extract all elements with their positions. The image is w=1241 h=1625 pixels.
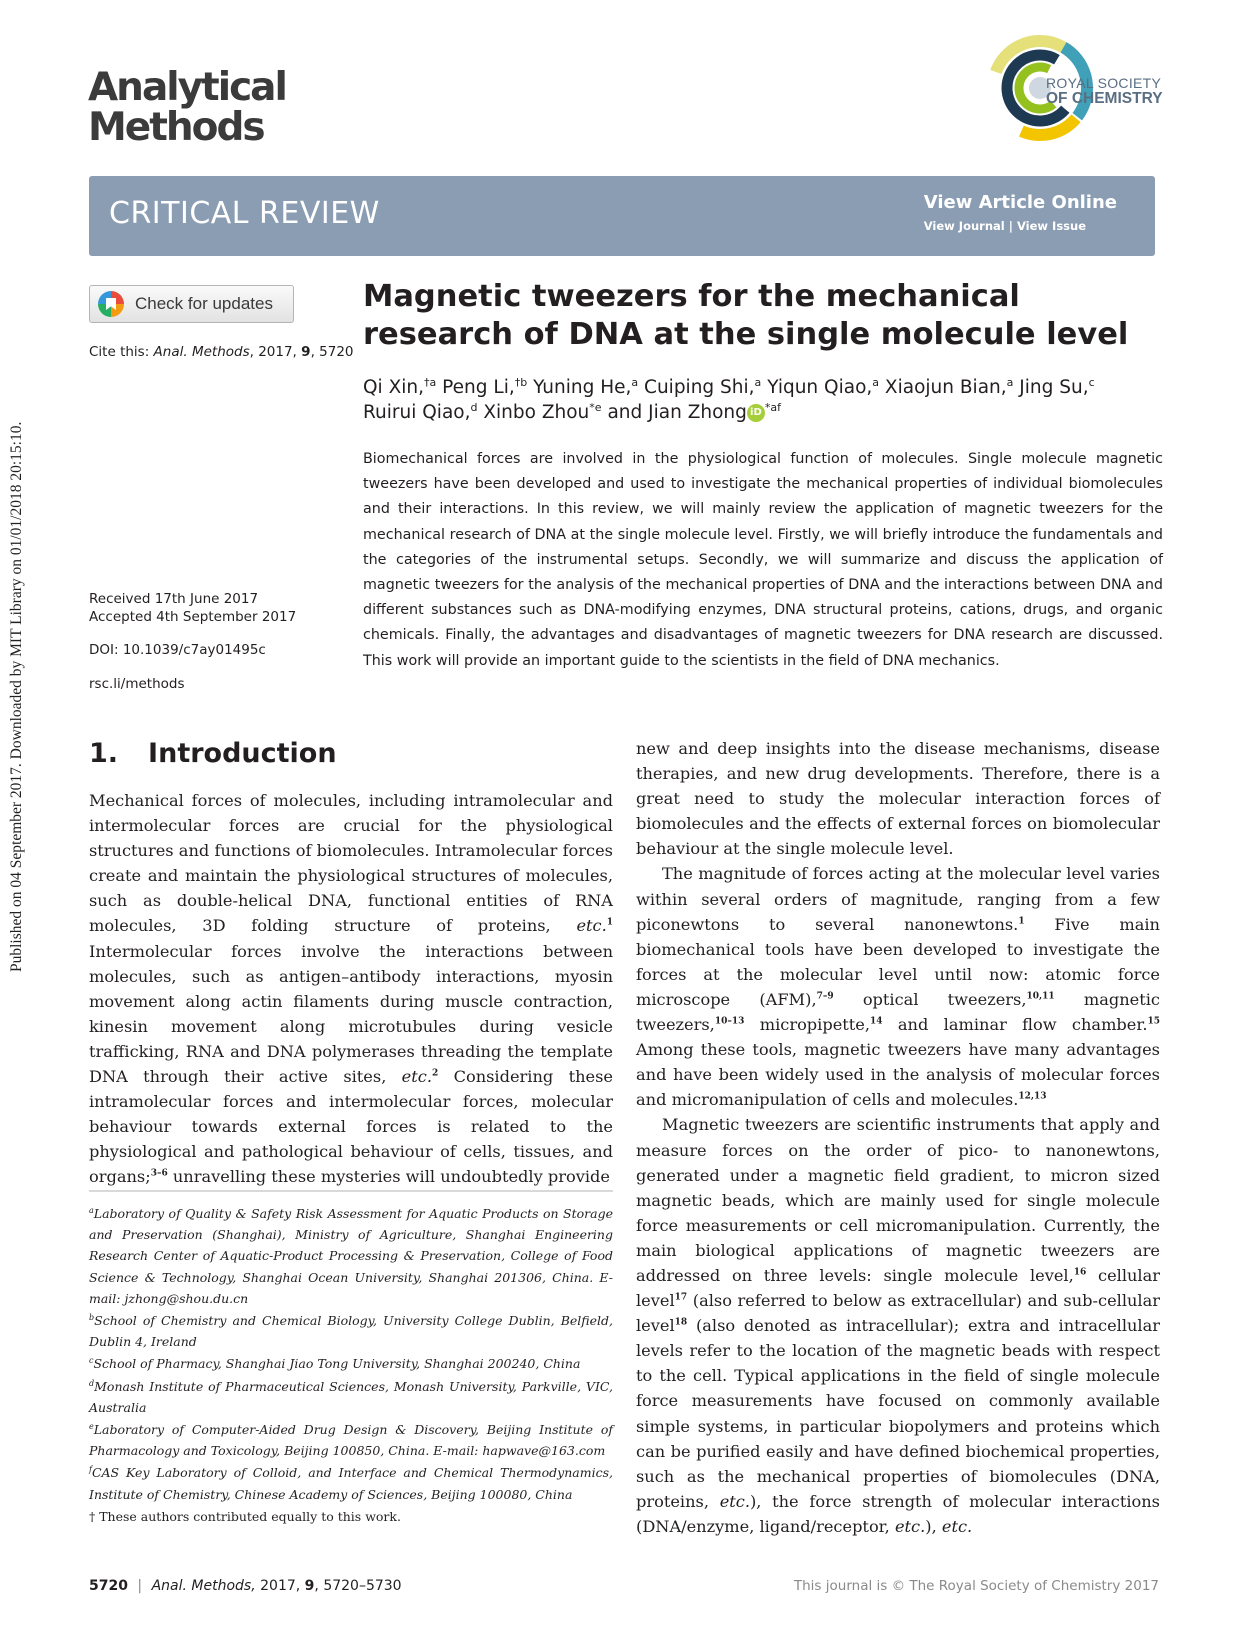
citation-ref[interactable]: 10–13: [714, 1016, 745, 1027]
affiliation: $^d$Monash Institute of Pharmaceutical Sciences, Monash University, Parkville, VIC, Australia: [89, 1378, 613, 1415]
footer-year: 2017,: [260, 1578, 301, 1594]
citation: Cite this: Anal. Methods, 2017, 9, 5720: [89, 344, 354, 360]
rsc-wordmark: [1046, 76, 1163, 106]
author[interactable]: Yiqun Qiao,$^a$: [767, 375, 880, 398]
author[interactable]: Jing Su,$^c$: [1019, 375, 1095, 398]
author-list: [363, 375, 1163, 425]
citation-ref[interactable]: 1: [1018, 916, 1025, 927]
author[interactable]: Xinbo Zhou$^{*e}$: [483, 400, 602, 423]
citation-ref[interactable]: 16: [1073, 1267, 1087, 1278]
accepted-date: Accepted 4th September 2017: [89, 609, 297, 625]
author[interactable]: Peng Li,$^{\dagger b}$: [442, 375, 528, 398]
journal-name-line2: Methods: [88, 105, 264, 150]
view-issue-link[interactable]: View Issue: [1016, 219, 1086, 233]
equal-contribution-note: † These authors contributed equally to this work.: [89, 1508, 401, 1524]
citation-ref[interactable]: 2: [431, 1068, 439, 1079]
paragraph: Magnetic tweezers are scientific instruments that apply and measure forces on the order of pico- to nanonewtons, generated under a magnetic field gradient, to micron sized magnetic beads, which are mainly used for single molecule force measurements or cell micromanipulation. Currently, the main biological applications of magnetic tweezers are addressed on three levels: single molecule level,$^{16}$ cellular level$^{17}$ (also referred to below as extracellular) and sub-cellular level$^{18}$ (also denoted as intracellular); extra and intracellular levels refer to the location of the magnetic beads with respect to the cell. Typical applications in the field of single molecule force measurements have focused on commonly available simple systems, in particular biopolymers and proteins which can be purified easily and have defined biochemical properties, such as the mechanical properties of biomolecules (DNA, proteins, etc.), the force strength of molecular interactions (DNA/enzyme, ligand/receptor, etc.), etc.: [636, 1115, 1160, 1536]
citation-ref[interactable]: 17: [674, 1292, 688, 1303]
footer-pages: , 5720–5730: [314, 1578, 402, 1594]
author-affiliation-mark: *af: [764, 400, 782, 414]
orcid-icon[interactable]: iD: [747, 404, 765, 422]
cite-journal: Anal. Methods: [153, 344, 250, 360]
crossmark-icon: [98, 291, 124, 317]
article-title: Magnetic tweezers for the mechanical research of DNA at the single molecule level: [363, 279, 1129, 352]
affiliation: $^a$Laboratory of Quality & Safety Risk Assessment for Aquatic Products on Storage and Preservation (Shanghai), Ministry of Agriculture, Shanghai Engineering Research Center of Aquatic-Product Processing & Preservation, College of Food Science & Technology, Shanghai Ocean University, Shanghai 201306, China. E-mail: jzhong@shou.du.cn: [89, 1205, 613, 1306]
footer-journal: Anal. Methods,: [151, 1578, 256, 1594]
received-date: Received 17th June 2017: [89, 591, 259, 607]
affiliation: $^e$Laboratory of Computer-Aided Drug Design & Discovery, Beijing Institute of Pharmacology and Toxicology, Beijing 100850, China. E-mail: hapwave@163.com: [89, 1421, 613, 1459]
footer-separator: |: [137, 1578, 143, 1594]
citation-ref[interactable]: 10,11: [1026, 991, 1055, 1002]
view-journal-link[interactable]: View Journal: [923, 219, 1005, 233]
rsc-line2: OF CHEMISTRY: [1046, 90, 1163, 107]
section-heading: [89, 738, 337, 769]
article-dates: [89, 590, 296, 626]
author[interactable]: Xiaojun Bian,$^a$: [884, 375, 1014, 398]
footer-volume: 9: [304, 1578, 315, 1594]
section-title: Introduction: [148, 738, 337, 769]
section-number: 1.: [89, 738, 119, 769]
abstract: Biomechanical forces are involved in the physiological function of molecules. Single molecule magnetic tweezers have been developed and used to investigate the mechanical properties of individual biomolecules and their interactions. In this review, we will mainly review the application of magnetic tweezers for the mechanical research of DNA at the single molecule level. Firstly, we will briefly introduce the fundamentals and the categories of the instrumental setups. Secondly, we will summarize and discuss the application of magnetic tweezers for the analysis of the mechanical properties of DNA and the interactions between DNA and different substances such as DNA-modifying enzymes, DNA structural proteins, cations, drugs, and organic chemicals. Finally, the advantages and disadvantages of magnetic tweezers for DNA research are discussed. This work will provide an important guide to the scientists in the field of DNA mechanics.: [363, 451, 1163, 669]
affiliation: $^b$School of Chemistry and Chemical Biology, University College Dublin, Belfield, Dublin 4, Ireland: [89, 1312, 613, 1350]
article-type-label: CRITICAL REVIEW: [109, 196, 380, 231]
view-article-online-link[interactable]: View Article Online: [923, 192, 1117, 213]
author[interactable]: Cuiping Shi,$^a$: [644, 375, 762, 398]
cite-page: 5720: [319, 344, 354, 360]
doi[interactable]: DOI: 10.1039/c7ay01495c: [89, 642, 266, 658]
affiliation: $^f$CAS Key Laboratory of Colloid, and Interface and Chemical Thermodynamics, Institute of Chemistry, Chinese Academy of Sciences, Beijing 100080, China: [89, 1465, 613, 1502]
paragraph: new and deep insights into the disease mechanisms, disease therapies, and new drug developments. Therefore, there is a great need to study the molecular interaction forces of biomolecules and the effects of external forces on biomolecular behaviour at the single molecule level.: [636, 739, 1160, 859]
author[interactable]: and Jian Zhong: [607, 402, 747, 423]
citation-ref[interactable]: 7–9: [816, 991, 834, 1002]
link-separator: |: [1008, 219, 1013, 233]
citation-ref[interactable]: 18: [674, 1317, 688, 1328]
citation-ref[interactable]: 12,13: [1018, 1091, 1047, 1102]
banner-links: [924, 192, 1117, 233]
citation-ref[interactable]: 15: [1147, 1016, 1160, 1027]
copyright-notice: This journal is © The Royal Society of Chemistry 2017: [793, 1578, 1159, 1594]
journal-website-link[interactable]: rsc.li/methods: [89, 676, 185, 692]
rsc-line1: ROYAL SOCIETY: [1046, 75, 1162, 91]
publication-stamp: Published on 04 September 2017. Downloaded by MIT Library on 01/01/2018 20:15:10.: [8, 421, 25, 972]
page-footer-citation: [89, 1578, 402, 1594]
journal-name-line1: Analytical: [88, 65, 286, 110]
body-column-left: [89, 788, 613, 1190]
body-column-right: [636, 736, 1160, 1539]
affiliations: [89, 1203, 613, 1528]
cite-volume: 9: [301, 344, 311, 360]
author[interactable]: Yuning He,$^a$: [533, 375, 639, 398]
view-links-row: [924, 219, 1117, 233]
citation-ref[interactable]: 1: [606, 918, 613, 929]
citation-ref[interactable]: 14: [870, 1016, 883, 1027]
check-for-updates-button[interactable]: [89, 285, 294, 323]
citation-ref[interactable]: 3–6: [150, 1169, 168, 1180]
page-number: 5720: [89, 1578, 128, 1594]
footnote-divider: [89, 1190, 613, 1192]
cite-year: 2017,: [258, 344, 297, 360]
check-for-updates-label: Check for updates: [135, 294, 273, 313]
paragraph: The magnitude of forces acting at the molecular level varies within several orders of magnitude, ranging from a few piconewtons to several nanonewtons.$^1$ Five main biomechanical tools have been developed to investigate the forces at the molecular level until now: atomic force microscope (AFM),$^{7-9}$ optical tweezers,$^{10,11}$ magnetic tweezers,$^{10-13}$ micropipette,$^{14}$ and laminar flow chamber.$^{15}$ Among these tools, magnetic tweezers have many advantages and have been widely used in the analysis of molecular forces and micromanipulation of cells and molecules.$^{12,13}$: [636, 864, 1160, 1110]
affiliation: $^c$School of Pharmacy, Shanghai Jiao Tong University, Shanghai 200240, China: [89, 1356, 581, 1372]
cite-prefix: Cite this:: [89, 344, 150, 360]
journal-logo[interactable]: [88, 65, 286, 150]
author[interactable]: Ruirui Qiao,$^d$: [363, 400, 478, 423]
paragraph: Mechanical forces of molecules, including intramolecular and intermolecular forces are crucial for the physiological structures and functions of biomolecules. Intramolecular forces create and maintain the physiological structures of molecules, such as double-helical DNA, functional entities of RNA molecules, 3D folding structure of proteins, etc.$^1$ Intermolecular forces involve the interactions between molecules, such as antigen–antibody interactions, myosin movement along actin filaments during muscle contraction, kinesin movement along microtubules during vesicle trafficking, RNA and DNA polymerases threading the template DNA through their active sites, etc.$^2$ Considering these intramolecular forces and intermolecular forces, molecular behaviour towards external forces is related to the physiological and pathological behaviour of cells, tissues, and organs;$^{3-6}$ unravelling these mysteries will undoubtedly provide: [89, 791, 613, 1187]
article-type-banner: [89, 176, 1155, 256]
author[interactable]: Qi Xin,$^{\dagger a}$: [363, 375, 437, 398]
